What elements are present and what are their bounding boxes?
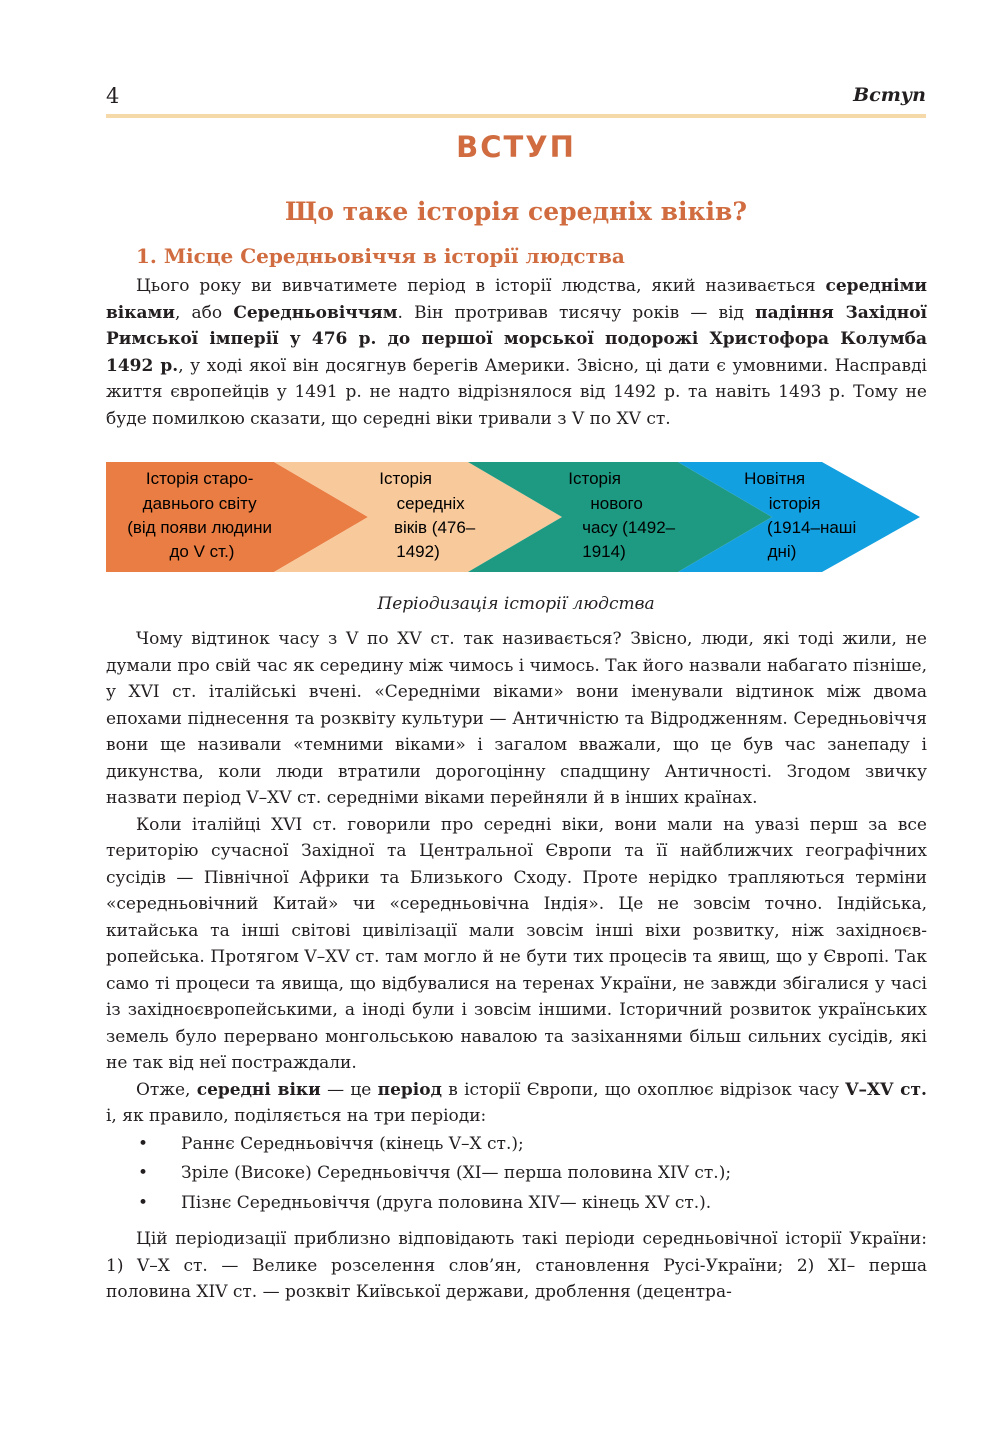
list-item: • Раннє Середньовіччя (кінець V–X ст.);	[106, 1130, 927, 1160]
stage-medieval-label: Історія середніх віків (476– 1492)	[379, 469, 476, 561]
list-item: • Зріле (Високе) Середньовіччя (XI— перша половина XIV ст.);	[106, 1159, 927, 1189]
chapter-title: ВСТУП	[456, 130, 576, 164]
page-number: 4	[106, 84, 120, 108]
section-title: Що таке історія середніх віків?	[284, 197, 748, 226]
stage-contemporary-label: Новітня історія (1914–наші дні)	[744, 469, 857, 561]
subsection-title: 1. Місце Середньовіччя в історії людства	[136, 244, 625, 268]
paragraph-definition: Отже, середні віки — це період в історії Європи, що охоплює відрізок часу V–XV ст. і, як правило, поділяється на три періоди:	[106, 1079, 927, 1126]
intro-paragraph-block	[106, 273, 927, 432]
list-item: • Пізнє Середньовіччя (друга половина XIV— кінець XV ст.).	[106, 1189, 927, 1219]
main-paragraphs-block	[106, 626, 927, 1306]
periodization-diagram	[106, 462, 921, 574]
diagram-caption: Періодизація історії людства	[377, 594, 655, 614]
periods-list	[106, 1130, 927, 1219]
stage-ancient-label: Історія старо- давнього світу (від появи людини до V ст.)	[127, 469, 273, 561]
paragraph-ukraine-periods: Цій періодизації приблизно відповідають такі періоди середньовічної історії України: 1) V–X ст. — Велике розселення слов’ян, становлення Русі-України; 2) XI– перша половина XIV ст. — розквіт Київської держави, дроблення (децентра-	[106, 1229, 927, 1302]
paragraph-intro: Цього року ви вивчатимете період в історії людства, який називається середніми віками, або Середньовіччям. Він протривав тисячу років — від падіння Західної Римської імперії у 476 р. до першої морської подорожі Христофора Колумба 1492 р., у ході якої він досягнув берегів Америки. Звісно, ці дати є умовними. Насправді життя європейців у 1491 р. не надто відрізнялося від 1492 р. та навіть 1493 р. Тому не буде помилкою сказати, що середні віки тривали з V по XV ст.	[106, 276, 927, 429]
stage-modern-label: Історія нового часу (1492– 1914)	[568, 469, 676, 561]
paragraph-origin-of-term: Чому відтинок часу з V по XV ст. так називається? Звісно, люди, які тоді жили, не думали про свій час як середину між чимось і чимось. Так його назвали набагато пізніше, у XVI ст. італійські вчені. «Середніми віками» вони іменували відтинок між двома епохами піднесення та розквіту культури — Античністю та Відродженням. Середньовіччя вони ще називали «темними віками» і загалом вважали, що це був час занепаду і дикунства, коли люди втратили дорогоцінну спадщину Античності. Згодом звичку назвати період V–XV ст. середніми віками перейняли й в інших країнах.	[106, 629, 927, 808]
running-header-title: Вступ	[853, 84, 926, 106]
paragraph-geography: Коли італійці XVI ст. говорили про середні віки, вони мали на увазі перш за все територію сучасної Західної та Центральної Європи та її найближчих географічних сусідів — Північної Африки та Близького Сходу. Проте нерідко трапляються терміни «середньовічний Китай» чи «середньовічна Індія». Це не зовсім точно. Індійська, китайська та інші світові цивілізації мали зовсім інші віхи розвитку, ніж західноєвропейська. Протягом V–XV ст. там могло й не бути тих процесів та явищ, що у Європі. Так само ті процеси та явища, що відбувалися на теренах України, не завжди збігалися у часі із західноєвропейськими, а іноді були і зовсім іншими. Історичний розвиток українських земель було перервано монгольською навалою та зазіханнями більш сильних сусідів, які не так від неї постраждали.	[106, 814, 927, 1073]
header-rule	[106, 114, 926, 118]
